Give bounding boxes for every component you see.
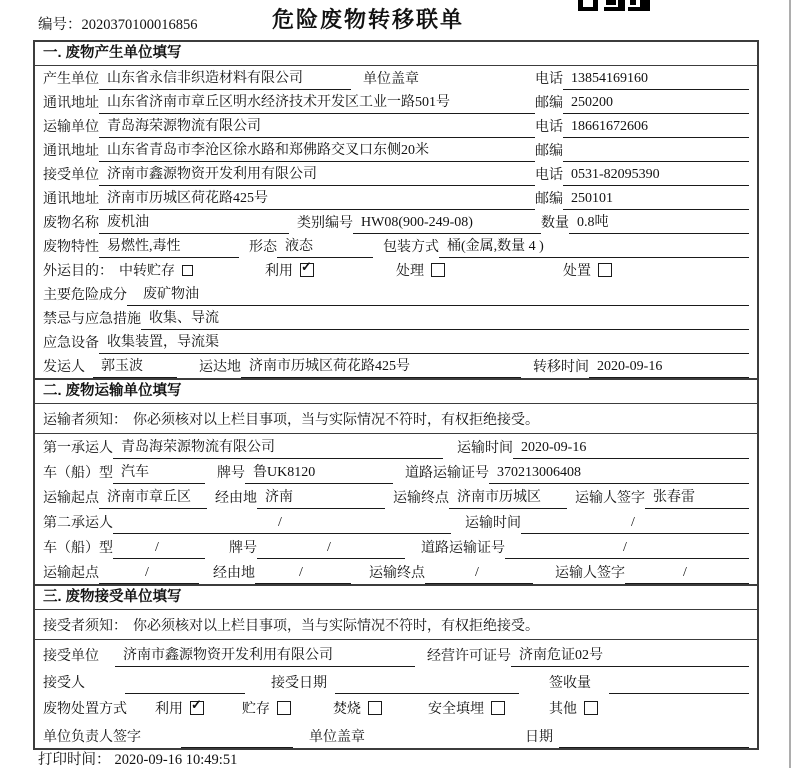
receiver-value [125,691,245,694]
transfer-time-value: 2020-09-16 [589,359,749,378]
origin2-value: / [99,565,199,584]
form-value: 液态 [277,235,373,258]
character-label: 废物特性 [43,240,99,255]
dest-value: 济南市历城区荷花路425号 [241,355,521,378]
receive-date-label: 接受日期 [271,676,327,691]
transport-unit-value: 青岛海荣源物流有限公司 [99,115,535,138]
checkbox-icon [182,265,193,276]
terminal-label: 运输终点 [369,566,425,581]
address-label: 通讯地址 [43,96,99,111]
transport-time-label: 运输时间 [465,516,521,531]
checkbox-checked-icon: ✓ [300,263,314,277]
notice-label: 接受者须知： [43,618,127,634]
category-code-value: HW08(900-249-08) [353,215,541,234]
produce-address-value: 山东省济南市章丘区明水经济技术开发区工业一路501号 [99,91,535,114]
plate2-value: / [257,540,405,559]
permit-value: 济南危证02号 [511,644,749,667]
checkbox-icon [491,701,505,715]
option-label: 利用 [265,264,293,279]
serial-label: 编号： [38,17,82,33]
vehicle1-row [35,459,757,484]
via-label: 经由地 [213,566,255,581]
transport-zip-value [563,159,749,162]
receive-unit-label: 接受单位 [43,649,99,664]
option-label: 处置 [563,264,591,279]
section2-title: 二. 废物运输单位填写 [35,378,757,404]
via2-value: / [255,565,351,584]
main-hazard-row [35,282,757,306]
sign-label: 运输人签字 [575,491,645,506]
equipment-label: 应急设备 [43,336,99,351]
purpose-label: 外运目的： [43,264,113,279]
packing-value: 桶(金属,数量 4 ) [439,235,749,258]
carrier1-value: 青岛海荣源物流有限公司 [113,436,443,459]
waste-character-row [35,234,757,258]
document-header [0,0,796,40]
vehicle2-row [35,534,757,559]
sign2-value: / [625,565,749,584]
transport-phone-value: 18661672606 [563,119,749,138]
equipment-row [35,330,757,354]
quantity-label: 数量 [541,216,569,231]
phone-label: 电话 [535,168,563,183]
vehicle2-value: / [113,540,205,559]
phone-label: 电话 [535,120,563,135]
receiver-row [35,667,757,694]
option-label: 安全填埋 [428,701,484,717]
carrier1-label: 第一承运人 [43,441,113,456]
equipment-value: 收集装置，导流渠 [99,331,749,354]
receiver-notice-row [35,610,757,640]
option-label: 贮存 [242,701,270,717]
plate-label: 牌号 [229,541,257,556]
manager-sign-label: 单位负责人签字 [43,730,141,745]
disposal-row [35,694,757,721]
disposal-option-other [549,698,598,718]
plate-label: 牌号 [217,466,245,481]
option-label: 处理 [396,264,424,279]
receive-unit-label: 接受单位 [43,168,99,183]
address-label: 通讯地址 [43,144,99,159]
transfer-time-label: 转移时间 [533,360,589,375]
consignor-label: 发运人 [43,360,85,375]
produce-unit-label: 产生单位 [43,72,99,87]
transport-address-row [35,138,757,162]
via1-value: 济南 [257,486,385,509]
receive-unit-value: 济南市鑫源物资开发利用有限公司 [99,163,535,186]
transport-unit-label: 运输单位 [43,120,99,135]
receive-unit-row [35,162,757,186]
taboo-label: 禁忌与应急措施 [43,312,141,327]
seal-label: 单位盖章 [309,730,365,745]
manifest-form [33,40,759,750]
receive-phone-value: 0531-82095390 [563,167,749,186]
option-label: 中转贮存 [119,264,175,279]
plate1-value: 鲁UK8120 [245,461,393,484]
main-hazard-value: 废矿物油 [127,283,749,306]
license1-value: 370213006408 [489,465,749,484]
vehicle-label: 车（船）型 [43,466,113,481]
page-edge-divider [789,0,791,768]
character-value: 易燃性,毒性 [99,235,239,258]
carrier2-label: 第二承运人 [43,516,113,531]
option-label: 焚烧 [333,701,361,717]
zip-label: 邮编 [535,192,563,207]
date-value [559,745,749,748]
carrier2-value: / [113,515,451,534]
waste-name-label: 废物名称 [43,216,99,231]
origin-label: 运输起点 [43,566,99,581]
receive-address-row [35,186,757,210]
transport-unit-row [35,114,757,138]
page-title: 危险废物转移联单 [271,7,464,32]
carrier2-row [35,509,757,534]
notice-text: 你必须核对以上栏目事项，当与实际情况不符时，有权拒绝接受。 [133,412,539,428]
zip-label: 邮编 [535,96,563,111]
manager-sign-row [35,721,757,748]
amount-label: 签收量 [549,676,591,691]
option-label: 其他 [549,701,577,717]
form-label: 形态 [249,240,277,255]
disposal-option-incinerate [333,698,382,718]
receive-zip-value: 250101 [563,191,749,210]
receive-unit-row-s3 [35,640,757,667]
disposal-option-utilize [155,698,204,718]
print-time-line [38,748,241,768]
license-label: 道路运输证号 [405,466,489,481]
purpose-option-treat [396,260,445,280]
purpose-row [35,258,757,282]
permit-label: 经营许可证号 [427,649,511,664]
transport-address-value: 山东省青岛市李沧区徐水路和郑佛路交叉口东侧20米 [99,139,535,162]
sign1-value: 张春雷 [645,486,749,509]
checkbox-icon [584,701,598,715]
produce-address-row [35,90,757,114]
seal-label: 单位盖章 [363,72,419,87]
terminal2-value: / [425,565,533,584]
address-label: 通讯地址 [43,192,99,207]
print-time-value: 2020-09-16 10:49:51 [114,752,238,768]
transport-time1-value: 2020-09-16 [513,440,749,459]
phone-label: 电话 [535,72,563,87]
category-label: 类别编号 [297,216,353,231]
transporter-notice-row [35,404,757,434]
section1-title: 一. 废物产生单位填写 [35,42,757,66]
waste-name-value: 废机油 [99,211,289,234]
main-hazard-label: 主要危险成分 [43,288,127,303]
consignor-value: 郭玉波 [93,355,177,378]
purpose-option-dispose [563,260,612,280]
disposal-option-storage [242,698,291,718]
produce-unit-value: 山东省永信非织造材料有限公司 [99,67,351,90]
notice-text: 你必须核对以上栏目事项，当与实际情况不符时，有权拒绝接受。 [133,618,539,634]
route2-row [35,559,757,584]
via-label: 经由地 [215,491,257,506]
receive-unit-value: 济南市鑫源物资开发利用有限公司 [115,644,415,667]
origin-label: 运输起点 [43,491,99,506]
consignor-row [35,354,757,378]
packing-label: 包装方式 [383,240,439,255]
receive-address-value: 济南市历城区荷花路425号 [99,187,535,210]
receive-date-value [335,691,519,694]
route1-row [35,484,757,509]
transport-time-label: 运输时间 [457,441,513,456]
checkbox-icon [368,701,382,715]
checkbox-icon [277,701,291,715]
taboo-row [35,306,757,330]
sign-label: 运输人签字 [555,566,625,581]
notice-label: 运输者须知： [43,412,127,428]
terminal-label: 运输终点 [393,491,449,506]
amount-value [609,691,749,694]
qr-code-fragment-icon [578,0,650,11]
produce-unit-row [35,66,757,90]
license2-value: / [505,540,749,559]
taboo-value: 收集、导流 [141,307,749,330]
checkbox-checked-icon: ✓ [190,701,204,715]
disposal-label: 废物处置方式 [43,701,127,717]
carrier1-row [35,434,757,459]
produce-zip-value: 250200 [563,95,749,114]
option-label: 利用 [155,701,183,717]
purpose-option-transfer-storage [119,260,193,280]
receiver-label: 接受人 [43,676,85,691]
origin1-value: 济南市章丘区 [99,486,207,509]
dest-label: 运达地 [199,360,241,375]
terminal1-value: 济南市历城区 [449,486,567,509]
purpose-option-utilize [265,260,314,280]
checkbox-icon [431,263,445,277]
checkbox-icon [598,263,612,277]
quantity-value: 0.8吨 [569,211,749,234]
vehicle1-value: 汽车 [113,461,205,484]
vehicle-label: 车（船）型 [43,541,113,556]
produce-phone-value: 13854169160 [563,71,749,90]
print-time-label: 打印时间： [38,752,111,768]
zip-label: 邮编 [535,144,563,159]
waste-name-row [35,210,757,234]
date-label: 日期 [525,730,553,745]
section3-title: 三. 废物接受单位填写 [35,584,757,610]
license-label: 道路运输证号 [421,541,505,556]
transport-time2-value: / [521,515,749,534]
serial-number: 2020370100016856 [81,17,198,33]
disposal-option-landfill [428,698,505,718]
